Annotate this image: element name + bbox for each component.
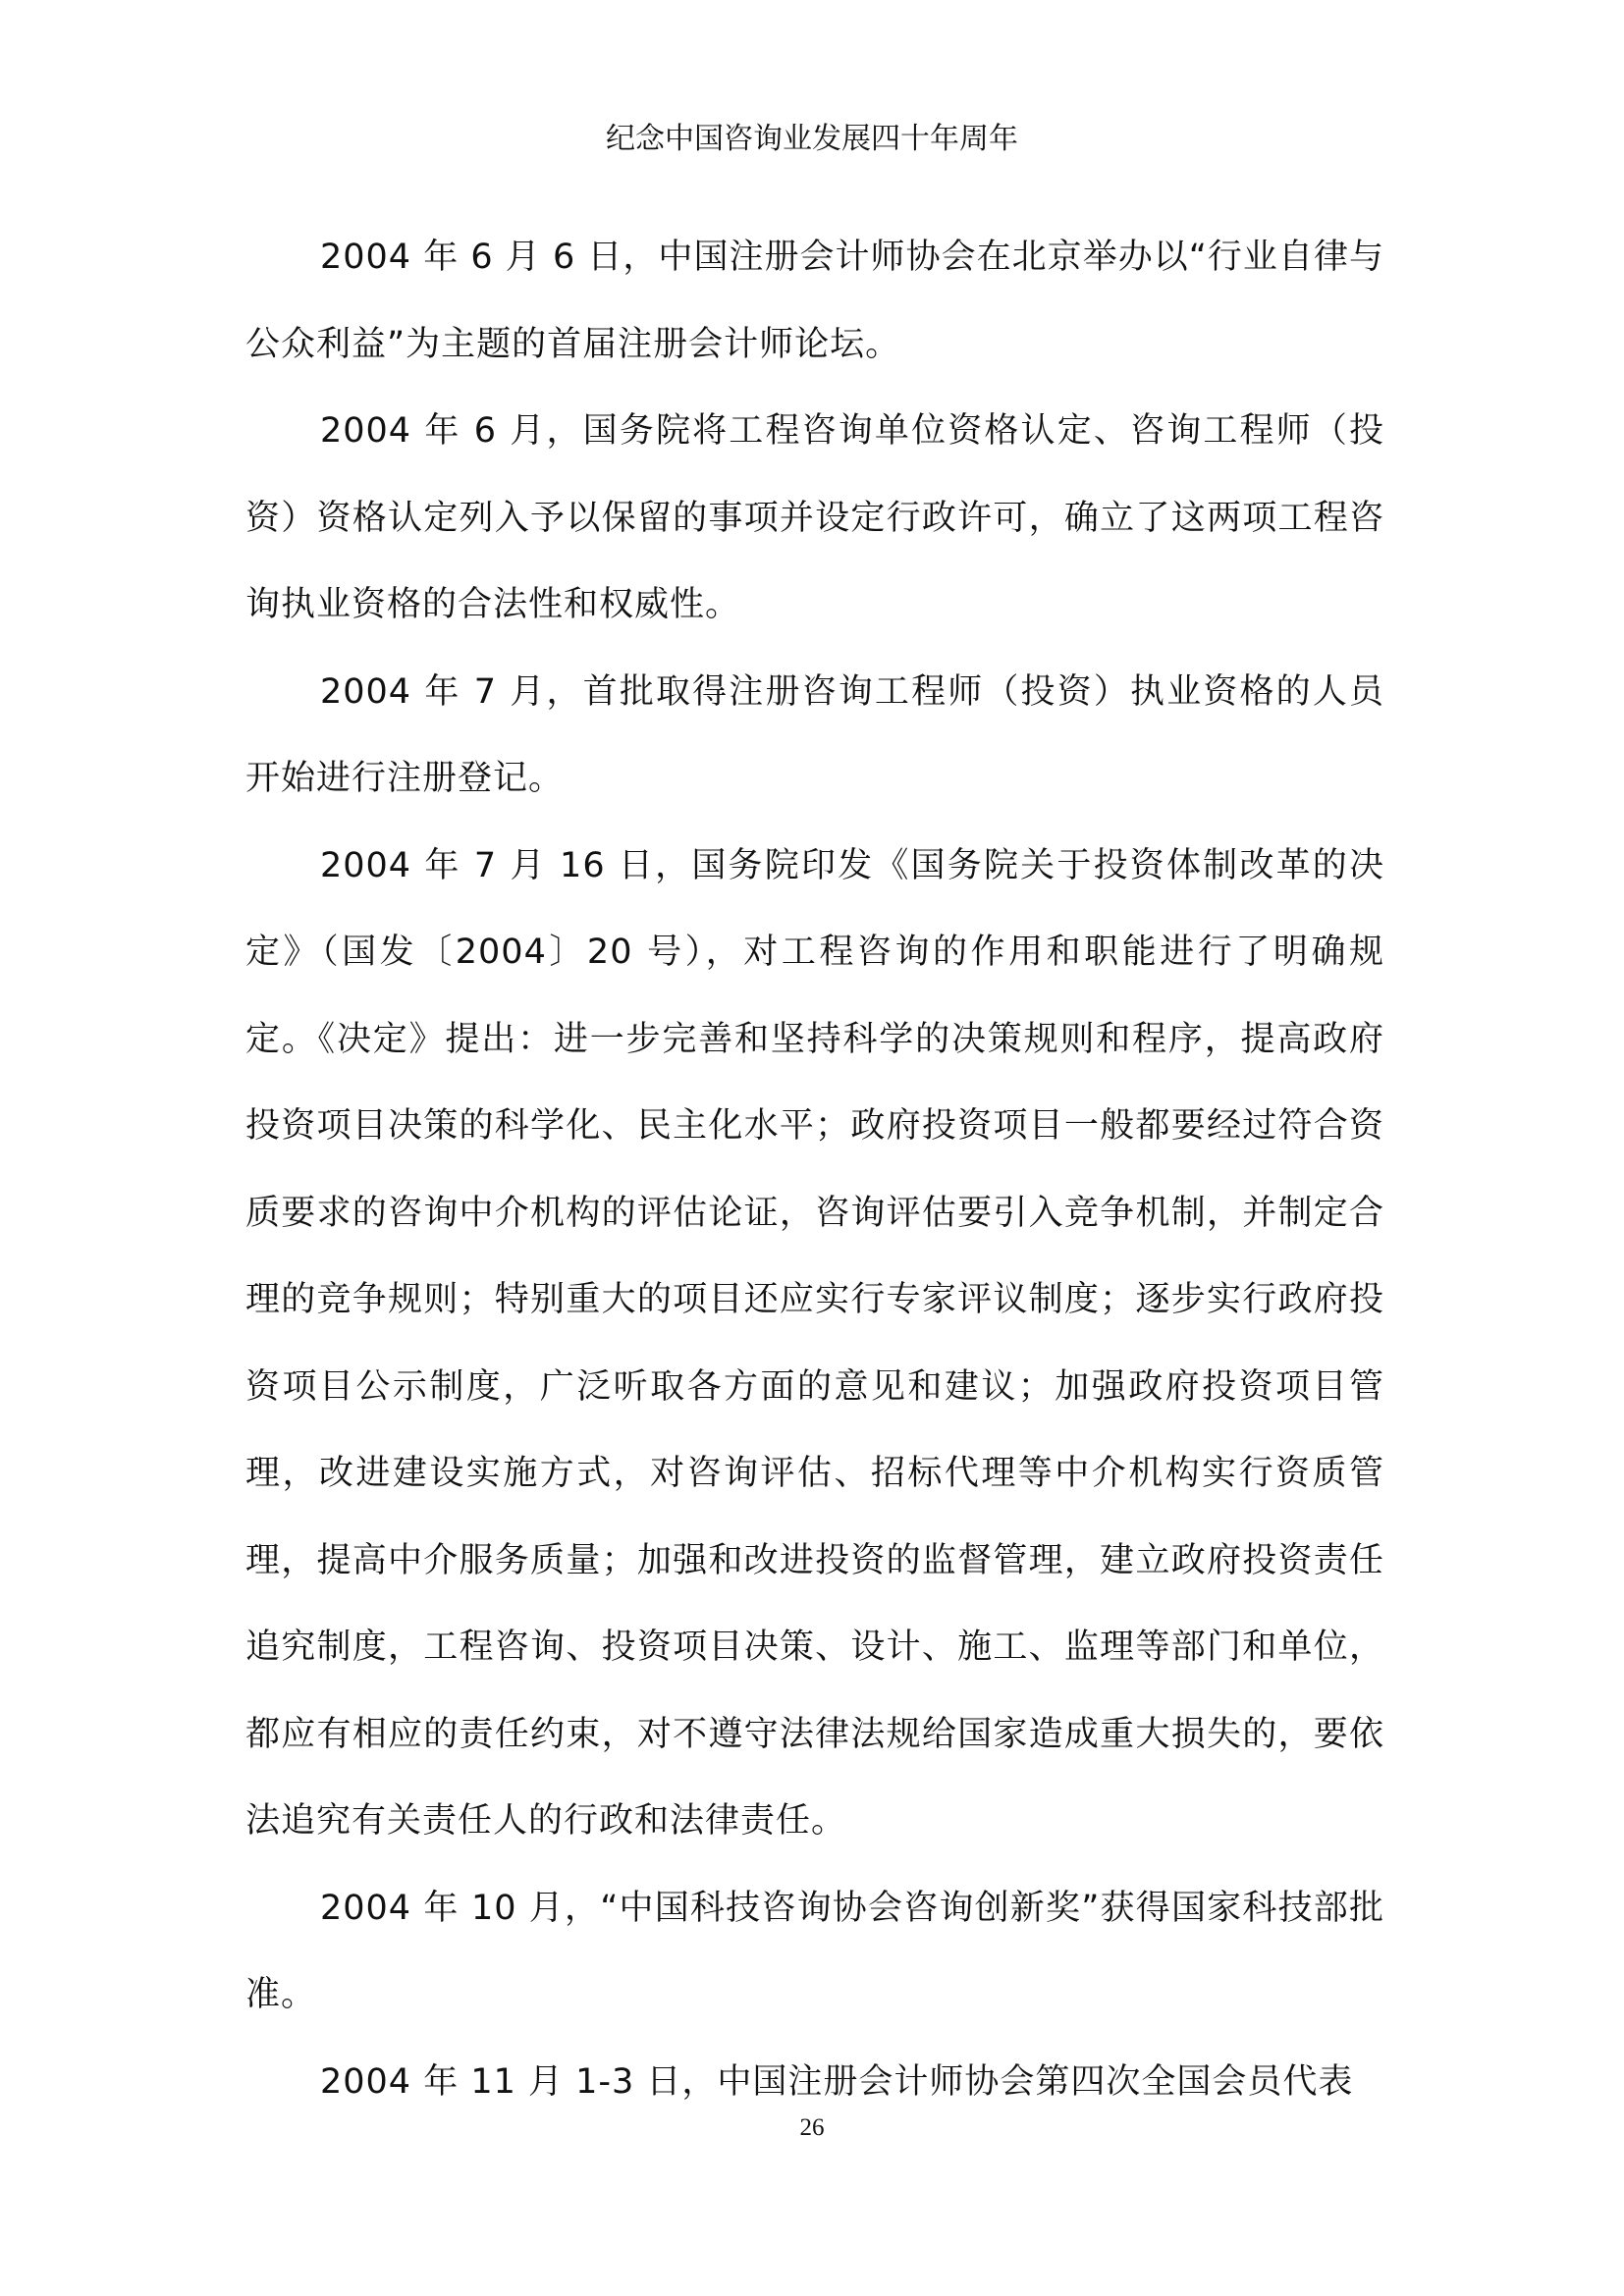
paragraph-2004-07: 2004 年 7 月，首批取得注册咨询工程师（投资）执业资格的人员开始进行注册登记。 [245,671,1384,798]
document-body [245,214,1384,2125]
paragraph-2004-10: 2004 年 10 月，“中国科技咨询协会咨询创新奖”获得国家科技部批准。 [245,1888,1384,2014]
running-header: 纪念中国咨询业发展四十年周年 [606,122,1018,156]
paragraph-2004-06: 2004 年 6 月，国务院将工程咨询单位资格认定、咨询工程师（投资）资格认定列入予以保留的事项并设定行政许可，确立了这两项工程咨询执业资格的合法性和权威性。 [245,411,1384,624]
paragraph-2004-07-16: 2004 年 7 月 16 日，国务院印发《国务院关于投资体制改革的决定》（国发〔2004〕20 号），对工程咨询的作用和职能进行了明确规定。《决定》提出：进一步完善和坚持科学的决策规则和程序，提高政府投资项目决策的科学化、民主化水平；政府投资项目一般都要经过符合资质要求的咨询中介机构的评估论证，咨询评估要引入竞争机制，并制定合理的竞争规则；特别重大的项目还应实行专家评议制度；逐步实行政府投资项目公示制度，广泛听取各方面的意见和建议；加强政府投资项目管理，改进建设实施方式，对咨询评估、招标代理等中介机构实行资质管理，提高中介服务质量；加强和改进投资的监督管理，建立政府投资责任追究制度，工程咨询、投资项目决策、设计、施工、监理等部门和单位，都应有相应的责任约束，对不遵守法律法规给国家造成重大损失的，要依法追究有关责任人的行政和法律责任。 [245,845,1384,1841]
paragraph-2004-06-06: 2004 年 6 月 6 日，中国注册会计师协会在北京举办以“行业自律与公众利益”为主题的首届注册会计师论坛。 [245,238,1384,364]
page-number: 26 [799,2114,825,2141]
paragraph-2004-11: 2004 年 11 月 1-3 日，中国注册会计师协会第四次全国会员代表 [320,2061,1354,2102]
